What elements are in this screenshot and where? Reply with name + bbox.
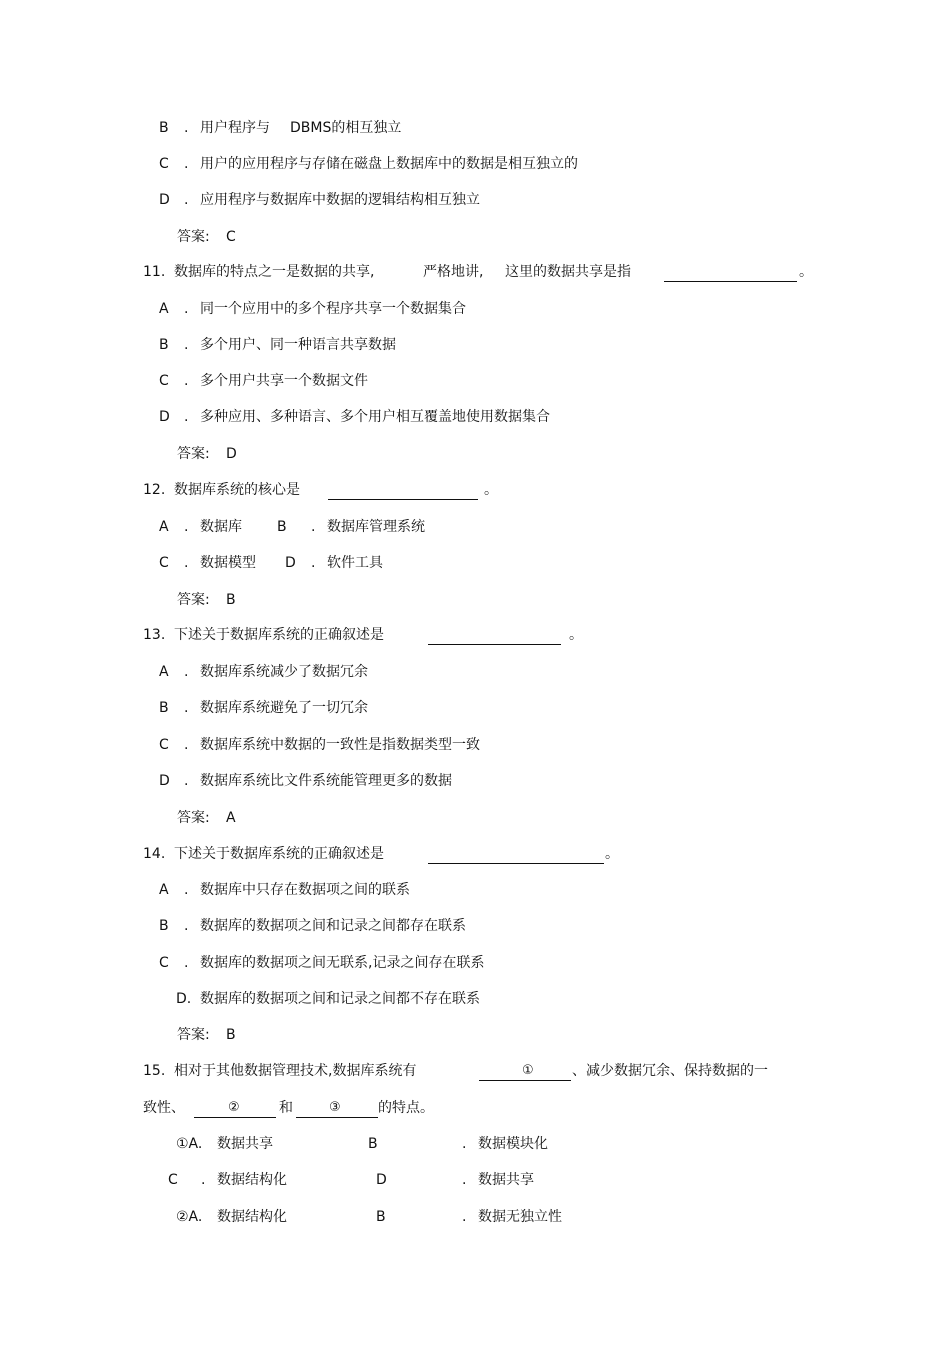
- option-c-letter: C: [159, 555, 169, 571]
- blank-2-marker: ②: [228, 1100, 240, 1115]
- question-stem: 下述关于数据库系统的正确叙述是: [174, 846, 384, 862]
- option-a-letter: A: [159, 664, 169, 680]
- option-d-text: 数据库系统比文件系统能管理更多的数据: [200, 773, 452, 789]
- question-stem: 下述关于数据库系统的正确叙述是: [174, 627, 384, 643]
- blank-1-marker: ①: [522, 1063, 534, 1078]
- answer-blank-1: [479, 1080, 571, 1081]
- option-d-letter: D: [159, 773, 170, 789]
- answer-value: A: [226, 810, 236, 826]
- answer-blank: [328, 499, 478, 500]
- question-end: 。: [799, 264, 813, 280]
- question-stem-cont: 严格地讲,: [423, 264, 484, 280]
- group2-option-a-label: ②A.: [176, 1209, 203, 1225]
- question-number: 14.: [143, 846, 166, 862]
- question-end: 。: [484, 482, 498, 498]
- blank-3-marker: ③: [329, 1100, 341, 1115]
- question-stem-cont: 、减少数据冗余、保持数据的一: [572, 1063, 768, 1079]
- answer-value: B: [226, 592, 236, 608]
- option-c-dot: .: [184, 373, 189, 389]
- group2-option-a-text: 数据结构化: [217, 1209, 287, 1225]
- question-end: 。: [605, 846, 619, 862]
- option-c-text: 多个用户共享一个数据文件: [200, 373, 368, 389]
- option-d-text: 软件工具: [327, 555, 383, 571]
- answer-label: 答案:: [177, 1027, 210, 1043]
- group1-option-d-letter: D: [376, 1172, 387, 1188]
- answer-blank: [428, 863, 604, 864]
- question-stem-end: 的特点。: [378, 1100, 434, 1116]
- answer-blank: [428, 644, 561, 645]
- group1-option-c-text: 数据结构化: [217, 1172, 287, 1188]
- option-c-text: 数据库的数据项之间无联系,记录之间存在联系: [200, 955, 485, 971]
- option-d-dot: .: [311, 555, 316, 571]
- option-c-dot: .: [184, 955, 189, 971]
- option-a-letter: A: [159, 882, 169, 898]
- option-c-text: 数据库系统中数据的一致性是指数据类型一致: [200, 737, 480, 753]
- option-c-letter: C: [159, 737, 169, 753]
- option-d-label: D.: [176, 991, 192, 1007]
- option-b-text: 多个用户、同一种语言共享数据: [200, 337, 396, 353]
- option-d-letter: D: [159, 192, 170, 208]
- option-b-letter: B: [159, 120, 169, 136]
- option-b-text: 数据库系统避免了一切冗余: [200, 700, 368, 716]
- option-a-text: 数据库系统减少了数据冗余: [200, 664, 368, 680]
- option-b-text: 数据库的数据项之间和记录之间都存在联系: [200, 918, 466, 934]
- option-a-text: 数据库: [200, 519, 242, 535]
- group1-option-c-dot: .: [201, 1172, 206, 1188]
- answer-label: 答案:: [177, 810, 210, 826]
- option-c-text: 用户的应用程序与存储在磁盘上数据库中的数据是相互独立的: [200, 156, 578, 172]
- option-c-dot: .: [184, 156, 189, 172]
- answer-value: B: [226, 1027, 236, 1043]
- option-d-text: 数据库的数据项之间和记录之间都不存在联系: [200, 991, 480, 1007]
- question-number: 11.: [143, 264, 166, 280]
- option-d-dot: .: [184, 773, 189, 789]
- answer-label: 答案:: [177, 446, 210, 462]
- question-stem-cont: 这里的数据共享是指: [505, 264, 631, 280]
- group1-option-b-dot: .: [462, 1136, 467, 1152]
- option-b-letter: B: [159, 918, 169, 934]
- option-c-letter: C: [159, 955, 169, 971]
- group2-option-b-dot: .: [462, 1209, 467, 1225]
- option-b-dot: .: [184, 700, 189, 716]
- option-d-letter: D: [159, 409, 170, 425]
- answer-label: 答案:: [177, 229, 210, 245]
- option-d-text: 应用程序与数据库中数据的逻辑结构相互独立: [200, 192, 480, 208]
- option-b-text: 数据库管理系统: [327, 519, 425, 535]
- option-b-text: 用户程序与: [200, 120, 270, 136]
- group1-option-b-text: 数据模块化: [478, 1136, 548, 1152]
- group2-option-b-text: 数据无独立性: [478, 1209, 562, 1225]
- option-b-dot: .: [311, 519, 316, 535]
- question-stem: 数据库系统的核心是: [174, 482, 300, 498]
- option-b-letter: B: [159, 337, 169, 353]
- option-d-text: 多种应用、多种语言、多个用户相互覆盖地使用数据集合: [200, 409, 550, 425]
- answer-blank-2: [194, 1117, 276, 1118]
- question-stem-and: 和: [279, 1100, 293, 1116]
- question-stem-line2: 致性、: [143, 1100, 185, 1116]
- group1-option-a-text: 数据共享: [217, 1136, 273, 1152]
- option-c-letter: C: [159, 156, 169, 172]
- option-a-dot: .: [184, 519, 189, 535]
- answer-value: D: [226, 446, 237, 462]
- question-stem: 相对于其他数据管理技术,数据库系统有: [174, 1063, 417, 1079]
- group1-option-d-dot: .: [462, 1172, 467, 1188]
- question-number: 13.: [143, 627, 166, 643]
- group2-option-b-letter: B: [376, 1209, 386, 1225]
- option-a-text: 数据库中只存在数据项之间的联系: [200, 882, 410, 898]
- answer-blank-3: [296, 1117, 378, 1118]
- option-a-dot: .: [184, 301, 189, 317]
- option-a-dot: .: [184, 882, 189, 898]
- option-b-letter: B: [159, 700, 169, 716]
- answer-value: C: [226, 229, 236, 245]
- group1-option-d-text: 数据共享: [478, 1172, 534, 1188]
- option-c-text: 数据模型: [200, 555, 256, 571]
- option-c-dot: .: [184, 737, 189, 753]
- answer-label: 答案:: [177, 592, 210, 608]
- option-c-dot: .: [184, 555, 189, 571]
- option-c-letter: C: [159, 373, 169, 389]
- option-d-dot: .: [184, 409, 189, 425]
- question-number: 12.: [143, 482, 166, 498]
- question-stem: 数据库的特点之一是数据的共享,: [174, 264, 375, 280]
- option-a-dot: .: [184, 664, 189, 680]
- option-b-text-cont: DBMS的相互独立: [290, 120, 402, 136]
- option-d-dot: .: [184, 192, 189, 208]
- group1-option-b-letter: B: [368, 1136, 378, 1152]
- option-b-dot: .: [184, 120, 189, 136]
- option-a-letter: A: [159, 519, 169, 535]
- option-b-dot: .: [184, 918, 189, 934]
- option-a-text: 同一个应用中的多个程序共享一个数据集合: [200, 301, 466, 317]
- question-end: 。: [569, 627, 583, 643]
- option-b-dot: .: [184, 337, 189, 353]
- option-a-letter: A: [159, 301, 169, 317]
- question-number: 15.: [143, 1063, 166, 1079]
- group1-option-a-label: ①A.: [176, 1136, 203, 1152]
- option-b-letter: B: [277, 519, 287, 535]
- group1-option-c-letter: C: [168, 1172, 178, 1188]
- answer-blank: [664, 281, 797, 282]
- option-d-letter: D: [285, 555, 296, 571]
